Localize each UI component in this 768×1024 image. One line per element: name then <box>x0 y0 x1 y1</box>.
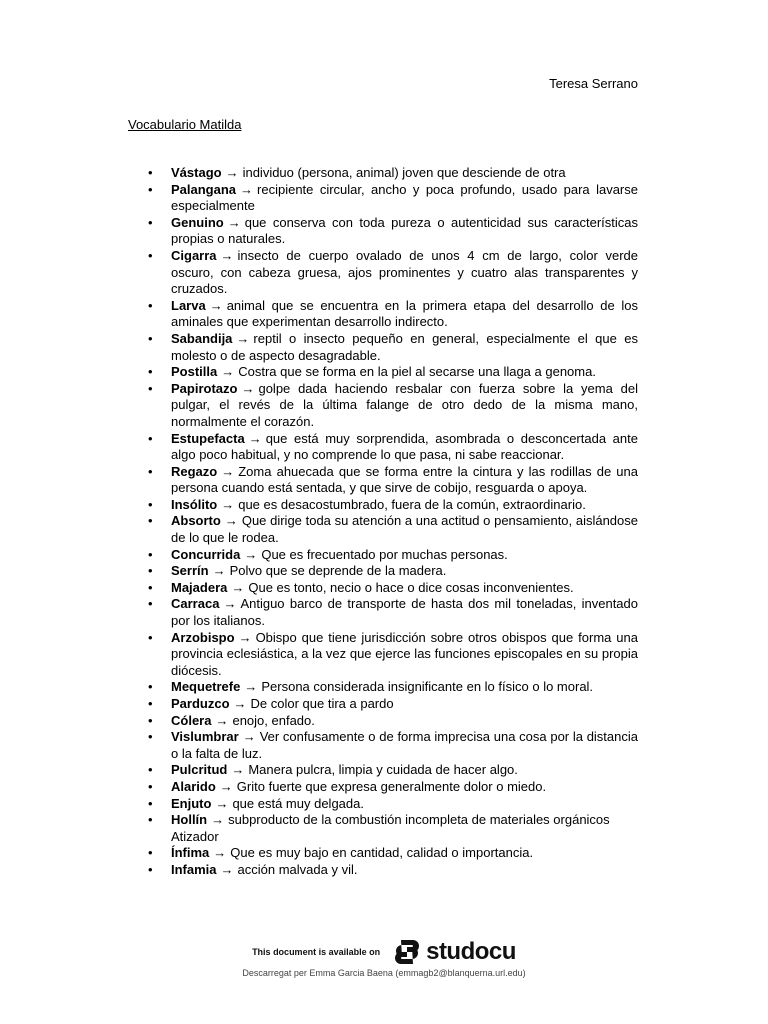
vocab-item <box>128 547 638 564</box>
arrow-icon: → <box>238 629 252 645</box>
vocab-item <box>128 779 638 796</box>
vocab-plain-text: Atizador <box>171 828 219 844</box>
arrow-icon: → <box>227 214 241 230</box>
vocab-term: Enjuto <box>171 795 212 811</box>
vocab-term: Pulcritud <box>171 762 228 778</box>
vocab-definition: Que es frecuentado por muchas personas. <box>261 546 508 562</box>
vocab-definition: Manera pulcra, limpia y cuidada de hacer algo. <box>248 762 518 778</box>
arrow-icon: → <box>221 496 235 512</box>
arrow-icon: → <box>221 463 235 479</box>
vocab-term: Estupefacta <box>171 430 245 446</box>
vocab-term: Larva <box>171 297 206 313</box>
vocab-item <box>128 364 638 381</box>
arrow-icon: → <box>220 247 234 263</box>
availability-text: This document is available on <box>252 947 381 957</box>
document-title: Vocabulario Matilda <box>128 117 242 132</box>
vocab-definition: acción malvada y vil. <box>237 861 358 877</box>
vocab-term: Palangana <box>171 181 237 197</box>
vocab-definition: que está muy sorprendida, asombrada o desconcertada ante algo poco habitual, y no comprende lo que pasa, ni sabe reaccionar. <box>171 430 638 463</box>
arrow-icon: → <box>244 546 258 562</box>
vocab-definition: enojo, enfado. <box>232 712 315 728</box>
vocab-item <box>128 381 638 431</box>
arrow-icon: → <box>231 579 245 595</box>
vocab-definition: animal que se encuentra en la primera etapa del desarrollo de los aminales que experimentan desarrollo indirecto. <box>171 297 638 330</box>
vocab-item <box>128 563 638 580</box>
vocab-definition: recipiente circular, ancho y poca profundo, usado para lavarse especialmente <box>171 181 638 214</box>
vocab-item <box>128 248 638 298</box>
arrow-icon: → <box>224 513 238 529</box>
arrow-icon: → <box>221 364 235 380</box>
vocab-definition: que está muy delgada. <box>232 795 364 811</box>
vocab-definition: Polvo que se deprende de la madera. <box>229 563 447 579</box>
vocab-term: Arzobispo <box>171 629 235 645</box>
vocab-definition: insecto de cuerpo ovalado de unos 4 cm de largo, color verde oscuro, con cabeza gruesa, ajos prominentes y cuatro alas transparentes y cruzados. <box>171 247 638 297</box>
vocab-term: Cólera <box>171 712 212 728</box>
vocab-item <box>128 630 638 680</box>
vocab-item <box>128 165 638 182</box>
vocab-item <box>128 497 638 514</box>
vocab-term: Insólito <box>171 496 218 512</box>
arrow-icon: → <box>241 380 255 396</box>
vocab-definition: Obispo que tiene jurisdicción sobre otros obispos que forma una provincia eclesiástica, a la vez que ejerce las funciones episcopales en su propia diócesis. <box>171 629 638 678</box>
vocab-definition: reptil o insecto pequeño en general, especialmente el que es molesto o de aspecto desagradable. <box>171 330 638 363</box>
vocab-definition: golpe dada haciendo resbalar con fuerza sobre la yema del pulgar, el revés de la última falange de otro dedo de la misma mano, normalmente el corazón. <box>171 380 638 429</box>
arrow-icon: → <box>213 845 227 861</box>
arrow-icon: → <box>220 861 234 877</box>
vocab-definition: Que es tonto, necio o hace o dice cosas inconvenientes. <box>248 579 574 595</box>
vocab-term: Vislumbrar <box>171 729 239 745</box>
vocab-term: Majadera <box>171 579 228 595</box>
arrow-icon: → <box>225 165 239 180</box>
arrow-icon: → <box>211 812 225 828</box>
vocab-definition: De color que tira a pardo <box>250 696 394 711</box>
arrow-icon: → <box>209 297 223 313</box>
arrow-icon: → <box>240 181 254 197</box>
vocab-definition: Persona considerada insignificante en lo físico o lo moral. <box>261 679 594 695</box>
arrow-icon: → <box>244 679 258 695</box>
vocab-term: Sabandija <box>171 330 233 346</box>
vocab-term: Hollín <box>171 812 208 828</box>
vocab-item <box>128 331 638 364</box>
vocab-term: Infamia <box>171 861 217 877</box>
vocab-term: Mequetrefe <box>171 679 241 695</box>
footer-branding <box>0 938 768 966</box>
vocab-item <box>128 298 638 331</box>
arrow-icon: → <box>215 712 229 728</box>
vocab-item <box>128 812 638 829</box>
vocab-term: Genuino <box>171 214 224 230</box>
arrow-icon: → <box>248 430 262 446</box>
vocab-item <box>128 862 638 879</box>
vocab-item <box>128 464 638 497</box>
vocab-item <box>128 513 638 546</box>
vocab-term: Serrín <box>171 563 209 579</box>
arrow-icon: → <box>219 778 233 794</box>
vocab-item <box>128 829 638 846</box>
download-notice: Descarregat per Emma Garcia Baena (emmagb2@blanquerna.url.edu) <box>242 968 526 978</box>
vocab-definition: Antiguo barco de transporte de hasta dos mil toneladas, inventado por los italianos. <box>171 596 638 629</box>
arrow-icon: → <box>215 795 229 811</box>
studocu-wordmark: studocu <box>426 938 516 965</box>
vocab-term: Vástago <box>171 165 222 180</box>
vocab-item <box>128 729 638 762</box>
vocab-term: Carraca <box>171 596 220 612</box>
vocab-term: Absorto <box>171 513 221 529</box>
vocab-definition: Que dirige toda su atención a una actitud o pensamiento, aislándose de lo que le rodea. <box>171 513 638 546</box>
vocab-definition: que conserva con toda pureza o autenticidad sus características propias o naturales. <box>171 214 638 247</box>
vocab-term: Regazo <box>171 463 218 479</box>
vocab-term: Postilla <box>171 364 218 380</box>
arrow-icon: → <box>236 330 250 346</box>
arrow-icon: → <box>242 729 256 745</box>
vocab-item <box>128 845 638 862</box>
vocab-item <box>128 182 638 215</box>
author-name: Teresa Serrano <box>549 76 638 91</box>
vocab-item <box>128 580 638 597</box>
studocu-logo-icon <box>394 938 420 966</box>
vocab-definition: que es desacostumbrado, fuera de la común, extraordinario. <box>238 496 586 512</box>
vocab-item <box>128 215 638 248</box>
vocab-item <box>128 679 638 696</box>
vocab-definition: Grito fuerte que expresa generalmente dolor o miedo. <box>236 778 547 794</box>
vocab-term: Ínfima <box>171 845 210 861</box>
vocab-item <box>128 796 638 813</box>
vocab-definition: Zoma ahuecada que se forma entre la cintura y las rodillas de una persona cuando está sentada, y que sirve de cobijo, resguarda o apoya. <box>171 463 638 496</box>
vocab-item <box>128 596 638 629</box>
vocab-definition: Que es muy bajo en cantidad, calidad o importancia. <box>230 845 534 861</box>
vocab-term: Cigarra <box>171 247 217 263</box>
vocab-item <box>128 696 638 713</box>
vocab-term: Concurrida <box>171 546 241 562</box>
arrow-icon: → <box>223 596 237 612</box>
vocab-item <box>128 431 638 464</box>
studocu-logo[interactable] <box>394 938 516 966</box>
vocab-definition: individuo (persona, animal) joven que desciende de otra <box>242 165 566 180</box>
arrow-icon: → <box>212 563 226 579</box>
vocab-term: Alarido <box>171 778 216 794</box>
vocab-item <box>128 713 638 730</box>
vocab-definition: Costra que se forma en la piel al secarse una llaga a genoma. <box>238 364 596 380</box>
vocab-item <box>128 762 638 779</box>
vocab-term: Papirotazo <box>171 380 238 396</box>
vocab-definition: subproducto de la combustión incompleta de materiales orgánicos <box>228 812 610 828</box>
vocab-definition: Ver confusamente o de forma imprecisa una cosa por la distancia o la falta de luz. <box>171 729 638 761</box>
arrow-icon: → <box>233 696 247 711</box>
vocabulary-list <box>128 165 638 879</box>
arrow-icon: → <box>231 762 245 778</box>
vocab-term: Parduzco <box>171 696 230 711</box>
